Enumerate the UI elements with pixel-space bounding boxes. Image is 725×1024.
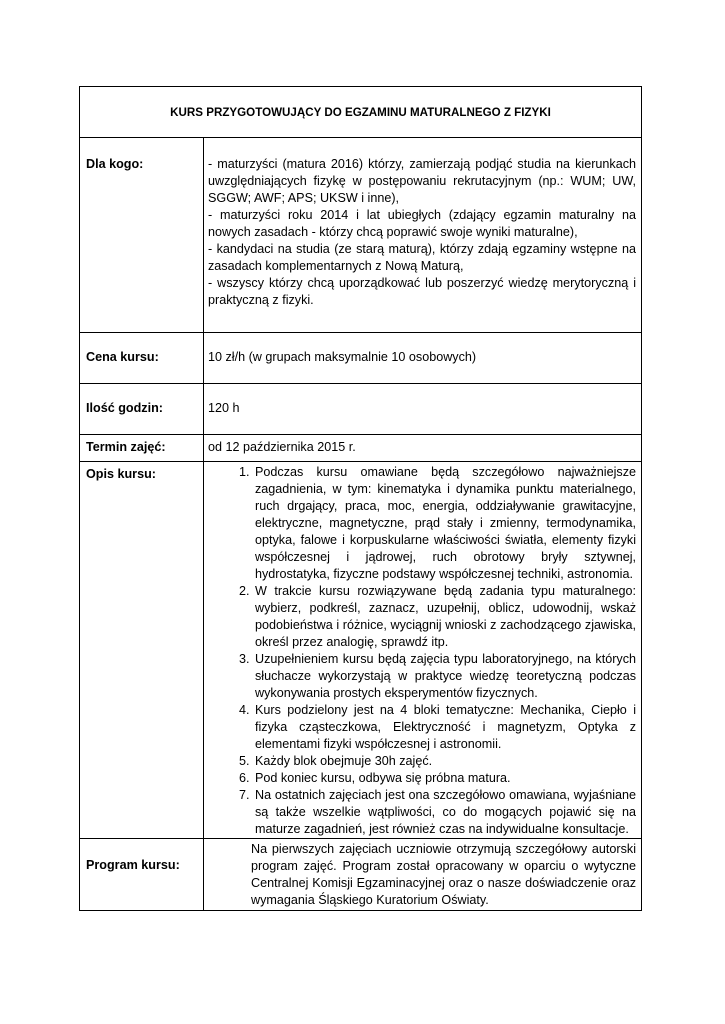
value-cena: 10 zł/h (w grupach maksymalnie 10 osobowych): [204, 333, 642, 384]
label-cena: Cena kursu:: [80, 333, 204, 384]
list-item: 6. Pod koniec kursu, odbywa się próbna matura.: [253, 770, 636, 787]
description-list: [208, 464, 636, 838]
label-opis: Opis kursu:: [80, 462, 204, 839]
list-item: 2. W trakcie kursu rozwiązywane będą zadania typu maturalnego: wybierz, podkreśl, zaznacz, uzupełnij, oblicz, udowodnij, wskaż podobieństwa i różnice, wyciągnij wnioski z zachodzącego zjawiska, określ przez analogię, sprawdź itp.: [253, 583, 636, 651]
label-ilosc-godzin: Ilość godzin:: [80, 384, 204, 435]
content-opis: [204, 462, 642, 839]
audience-line: - wszyscy którzy chcą uporządkować lub poszerzyć wiedzę merytoryczną i praktyczną z fizyki.: [208, 276, 637, 307]
course-info-table: [79, 86, 642, 911]
row-termin: [80, 435, 642, 462]
list-item: 1. Podczas kursu omawiane będą szczegółowo najważniejsze zagadnienia, w tym: kinematyka i dynamika punktu materialnego, ruch drgający, praca, moc, energia, oddziaływanie grawitacyjne, elektryczne, magnetyczne, prąd stały i zmienny, termodynamika, optyka, falowe i korpuskularne właściwości światła, elementy fizyki współczesnej i jądrowej, ruch obrotowy bryły sztywnej, hydrostatyka, fizyczne podstawy współczesnej techniki, astronomia.: [253, 464, 636, 583]
row-opis: [80, 462, 642, 839]
audience-line: - maturzyści (matura 2016) którzy, zamierzają podjąć studia na kierunkach uwzględniających fizykę w postępowaniu rekrutacyjnym (np.: WUM; UW, SGGW; AWF; APS; UKSW i inne),: [208, 157, 637, 205]
value-ilosc-godzin: 120 h: [204, 384, 642, 435]
label-termin: Termin zajęć:: [80, 435, 204, 462]
row-cena: [80, 333, 642, 384]
list-item: 3. Uzupełnieniem kursu będą zajęcia typu laboratoryjnego, na których słuchacze wykorzystają w praktyce wiedzę teoretyczną podczas wykonywania prostych eksperymentów fizycznych.: [253, 651, 636, 702]
row-ilosc-godzin: [80, 384, 642, 435]
value-program: Na pierwszych zajęciach uczniowie otrzymują szczegółowy autorski program zajęć. Program został opracowany w oparciu o wytyczne Centralnej Komisji Egzaminacyjnej oraz o nasze doświadczenie oraz wymagania Śląskiego Kuratorium Oświaty.: [204, 839, 642, 911]
label-program: Program kursu:: [80, 839, 204, 911]
row-dla-kogo: [80, 138, 642, 333]
label-dla-kogo: Dla kogo:: [80, 138, 204, 333]
document-title: KURS PRZYGOTOWUJĄCY DO EGZAMINU MATURALNEGO Z FIZYKI: [80, 87, 642, 138]
value-termin: od 12 października 2015 r.: [204, 435, 642, 462]
audience-line: - kandydaci na studia (ze starą maturą), którzy zdają egzaminy wstępne na zasadach komplementarnych z Nową Maturą,: [208, 242, 637, 273]
row-program: [80, 839, 642, 911]
list-item: 7. Na ostatnich zajęciach jest ona szczegółowo omawiana, wyjaśniane są także wszelkie wątpliwości, co do mogących pojawić się na maturze zagadnień, jest również czas na indywidualne konsultacje.: [253, 787, 636, 838]
audience-line: - maturzyści roku 2014 i lat ubiegłych (zdający egzamin maturalny na nowych zasadach - którzy chcą poprawić swoje wyniki maturalne),: [208, 208, 637, 239]
content-dla-kogo: [204, 138, 642, 333]
list-item: 4. Kurs podzielony jest na 4 bloki tematyczne: Mechanika, Ciepło i fizyka cząsteczkowa, Elektryczność i magnetyzm, Optyka z elementami fizyki współczesnej i astronomii.: [253, 702, 636, 753]
list-item: 5. Każdy blok obejmuje 30h zajęć.: [253, 753, 636, 770]
